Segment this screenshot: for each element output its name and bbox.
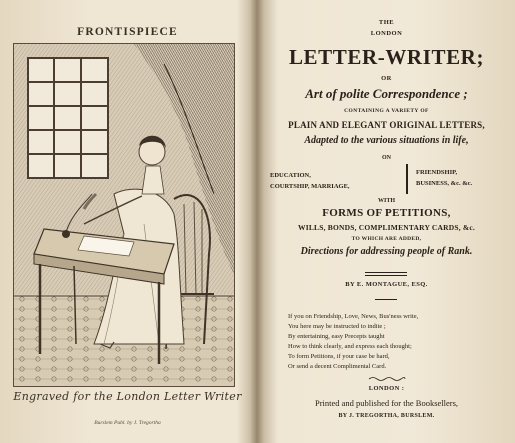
engraving-caption: Engraved for the London Letter Writer [13, 390, 242, 403]
topics-left [270, 170, 385, 192]
topic-item: COURTSHIP, MARRIAGE, [270, 183, 350, 190]
directions-line: Directions for addressing people of Rank. [300, 246, 473, 257]
poem-line: If you on Friendship, Love, News, Bus'ness write, [288, 313, 419, 320]
adapted-line: Adapted to the various situations in life, [304, 135, 469, 146]
forms-line: FORMS OF PETITIONS, [322, 207, 451, 219]
wavy-ornament [367, 376, 407, 382]
engraving-illustration [14, 44, 234, 386]
imprint-place: LONDON : [368, 385, 405, 392]
topics-right [416, 167, 511, 189]
topic-item: EDUCATION, [270, 172, 311, 179]
topic-item: BUSINESS, &c. &c. [416, 180, 473, 187]
on-line: ON [382, 155, 391, 161]
author-line: BY E. MONTAGUE, ESQ. [345, 281, 428, 288]
imprint-printer: BY J. TREGORTHA, BURSLEM. [338, 413, 435, 419]
title-the: THE [378, 19, 395, 26]
poem-line: Or send a decent Complimental Card. [288, 363, 387, 370]
subtitle: Art of polite Correspondence ; [305, 86, 468, 101]
main-title: LETTER-WRITER; [288, 45, 485, 69]
with-line: WITH [377, 198, 395, 204]
containing-line: CONTAINING A VARIETY OF [344, 108, 429, 114]
plain-letters-line: PLAIN AND ELEGANT ORIGINAL LETTERS, [288, 120, 485, 130]
poem-line: How to think clearly, and express each thought; [288, 343, 412, 350]
poem-line: To form Petitions, if your case be hard, [288, 353, 390, 360]
topics-divider [406, 164, 408, 194]
title-london: LONDON [370, 30, 403, 37]
poem-line: You here may be instructed to indite ; [288, 323, 386, 330]
frontispiece-header: FRONTISPIECE [77, 26, 178, 38]
which-line: TO WHICH ARE ADDED, [351, 236, 422, 242]
title-or: OR [381, 75, 392, 82]
frontispiece-page [0, 0, 255, 443]
divider-rule [375, 299, 397, 300]
ornament-divider [258, 376, 515, 384]
imprint-printed: Printed and published for the Booksellers, [314, 398, 459, 408]
engraving-plate [13, 43, 235, 387]
publisher-line: Burslem Publ. by J. Tregortha [94, 420, 161, 426]
topic-item: FRIENDSHIP, [416, 169, 458, 176]
divider-rule [365, 275, 407, 276]
title-page [258, 0, 515, 443]
epigraph-poem [288, 312, 503, 372]
wills-line: WILLS, BONDS, COMPLIMENTARY CARDS, &c. [298, 223, 475, 232]
divider-rule [365, 272, 407, 273]
poem-line: By entertaining, easy Precepts taught [288, 333, 385, 340]
